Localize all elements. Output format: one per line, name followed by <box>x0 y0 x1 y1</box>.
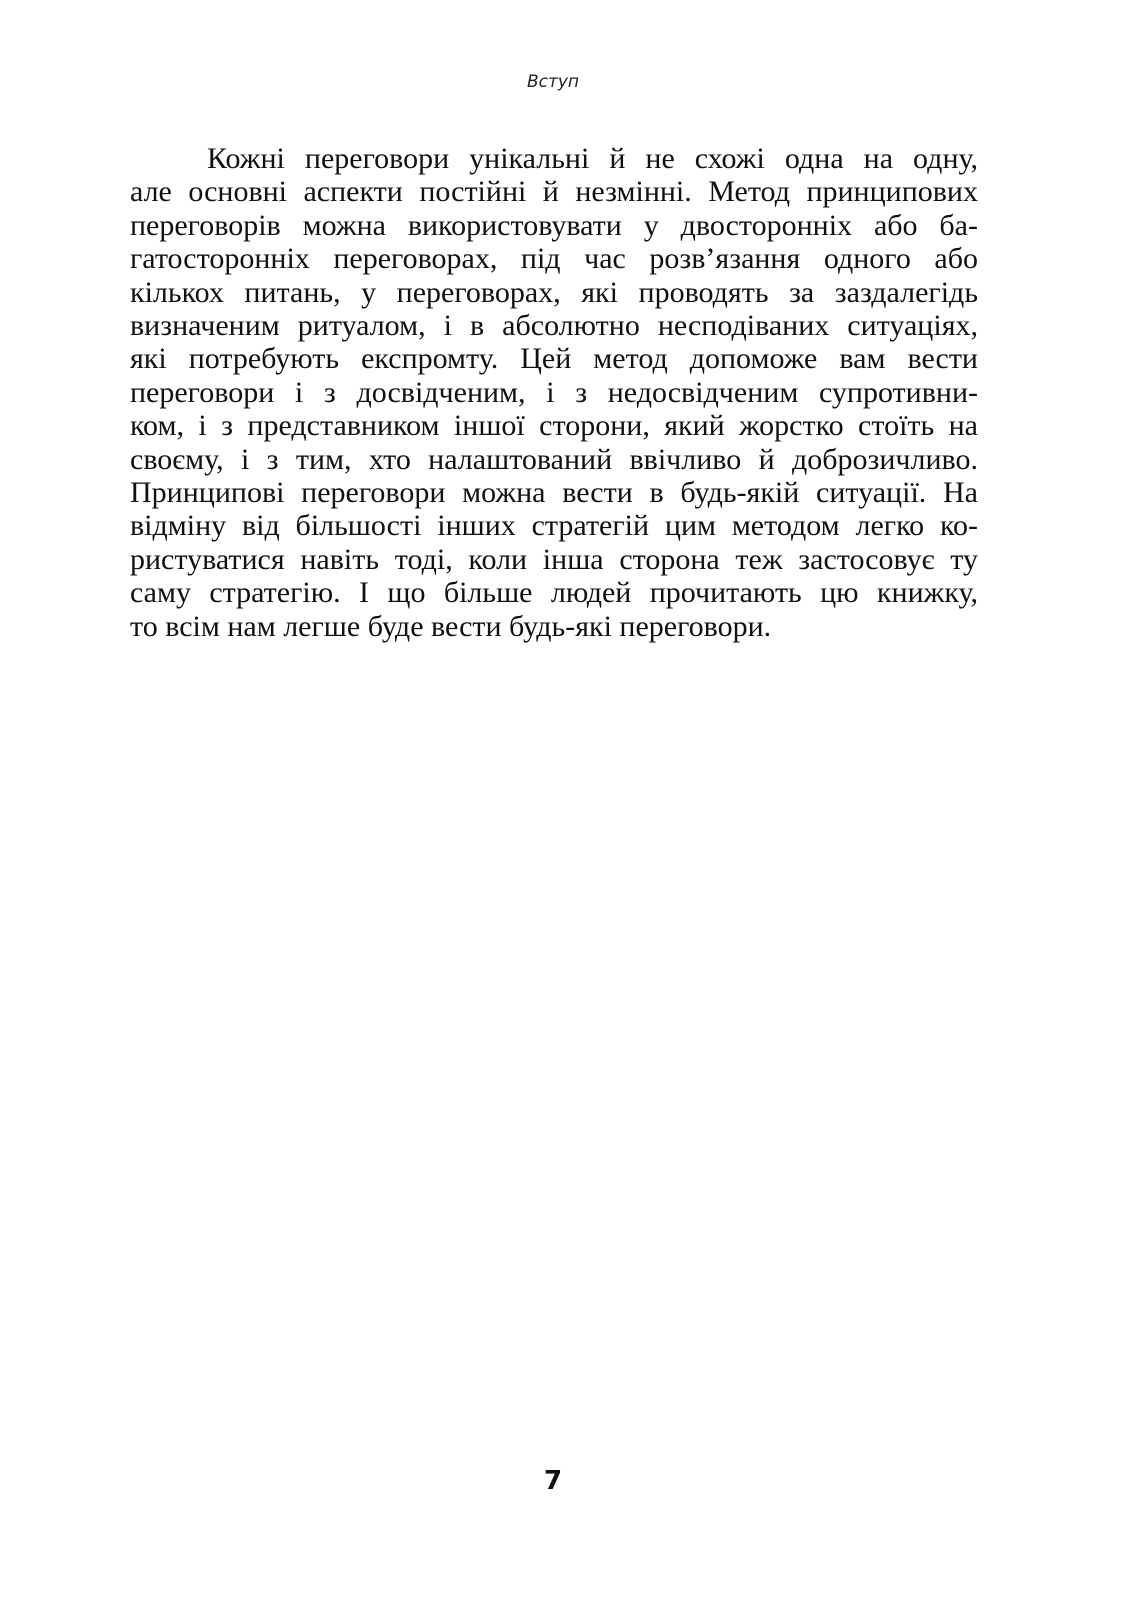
page-number: 7 <box>543 1466 563 1496</box>
body-paragraph <box>130 142 978 643</box>
text-line: Принципові переговори можна вести в будь-якій ситуації. На <box>130 476 978 510</box>
text-line: переговорів можна використовувати у двосторонніх або ба- <box>130 208 978 242</box>
text-line: визначеним ритуалом, і в абсолютно несподіваних ситуаціях, <box>130 309 978 343</box>
text-line: гатосторонніх переговорах, під час розв’язання одного або <box>130 242 978 276</box>
text-line: переговори і з досвідченим, і з недосвідченим супротивни- <box>130 375 978 409</box>
running-header: Вступ <box>526 72 580 92</box>
text-line: своєму, і з тим, хто налаштований ввічливо й доброзичливо. <box>130 442 978 476</box>
text-line: кількох питань, у переговорах, які проводять за заздалегідь <box>130 275 978 309</box>
text-line: Кожні переговори унікальні й не схожі одна на одну, <box>207 142 978 175</box>
text-line: ком, і з представником іншої сторони, який жорстко стоїть на <box>130 409 978 443</box>
text-line: ристуватися навіть тоді, коли інша сторона теж застосовує ту <box>130 542 978 576</box>
text-line: але основні аспекти постійні й незмінні. Метод принципових <box>130 175 978 209</box>
text-line: відміну від більшості інших стратегій цим методом легко ко- <box>130 509 978 543</box>
text-line: то всім нам легше буде вести будь-які переговори. <box>130 609 772 643</box>
text-line: які потребують експромту. Цей метод допоможе вам вести <box>130 342 978 376</box>
text-line: саму стратегію. І що більше людей прочитають цю книжку, <box>130 576 978 610</box>
